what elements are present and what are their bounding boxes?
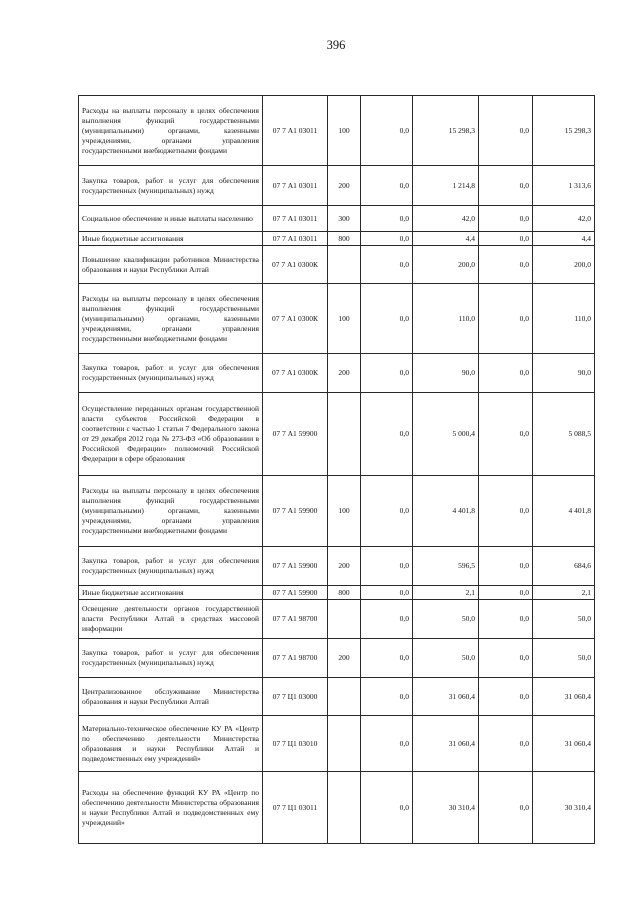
row-expense-type — [328, 716, 361, 772]
row-name: Расходы на выплаты персоналу в целях обеспечения выполнения функций государственными (муниципальными) органами, казенными учреждениями, органами управления государственными внебюджетными фондами — [79, 96, 263, 166]
row-name: Закупка товаров, работ и услуг для обеспечения государственных (муниципальных) нужд — [79, 166, 263, 206]
row-value-4: 50,0 — [533, 639, 595, 678]
page-number: 396 — [326, 38, 346, 52]
table-row — [79, 678, 595, 716]
row-target-code: 07 7 А1 0300К — [263, 284, 328, 354]
table-row — [79, 246, 595, 284]
row-target-code: 07 7 А1 59900 — [263, 586, 328, 600]
row-value-2: 30 310,4 — [413, 772, 479, 844]
row-expense-type: 800 — [328, 232, 361, 246]
table-row — [79, 476, 595, 547]
row-name: Иные бюджетные ассигнования — [79, 232, 263, 246]
row-expense-type: 200 — [328, 639, 361, 678]
table-row — [79, 639, 595, 678]
row-value-1: 0,0 — [361, 586, 413, 600]
row-value-3: 0,0 — [479, 547, 533, 586]
row-value-4: 1 313,6 — [533, 166, 595, 206]
row-name: Расходы на выплаты персоналу в целях обеспечения выполнения функций государственными (муниципальными) органами, казенными учреждениями, органами управления государственными внебюджетными фондами — [79, 476, 263, 547]
row-value-2: 50,0 — [413, 600, 479, 639]
row-value-4: 30 310,4 — [533, 772, 595, 844]
row-name: Расходы на выплаты персоналу в целях обеспечения выполнения функций государственными (муниципальными) органами, казенными учреждениями, органами управления государственными внебюджетными фондами — [79, 284, 263, 354]
row-value-3: 0,0 — [479, 354, 533, 393]
row-name: Социальное обеспечение и иные выплаты населению — [79, 206, 263, 232]
row-value-1: 0,0 — [361, 639, 413, 678]
row-value-2: 1 214,8 — [413, 166, 479, 206]
budget-table — [78, 95, 595, 844]
row-value-3: 0,0 — [479, 716, 533, 772]
row-value-1: 0,0 — [361, 476, 413, 547]
row-name: Закупка товаров, работ и услуг для обеспечения государственных (муниципальных) нужд — [79, 639, 263, 678]
row-value-4: 110,0 — [533, 284, 595, 354]
row-name: Осуществление переданных органам государственной власти субъектов Российской Федерации в соответствии с частью 1 статьи 7 Федерального закона от 29 декабря 2012 года № 273-ФЗ «Об образовании в Российской Федерации» полномочий Российской Федерации в сфере образования — [79, 393, 263, 476]
row-expense-type — [328, 393, 361, 476]
row-expense-type — [328, 246, 361, 284]
row-value-4: 90,0 — [533, 354, 595, 393]
row-value-4: 5 088,5 — [533, 393, 595, 476]
budget-table-body — [79, 96, 595, 844]
row-value-2: 5 000,4 — [413, 393, 479, 476]
row-value-4: 2,1 — [533, 586, 595, 600]
row-name: Закупка товаров, работ и услуг для обеспечения государственных (муниципальных) нужд — [79, 354, 263, 393]
row-value-3: 0,0 — [479, 96, 533, 166]
row-value-1: 0,0 — [361, 600, 413, 639]
table-row — [79, 772, 595, 844]
row-value-2: 50,0 — [413, 639, 479, 678]
row-value-3: 0,0 — [479, 393, 533, 476]
row-target-code: 07 7 А1 0300К — [263, 246, 328, 284]
table-row — [79, 393, 595, 476]
row-value-3: 0,0 — [479, 476, 533, 547]
row-target-code: 07 7 Ц1 03011 — [263, 772, 328, 844]
row-value-1: 0,0 — [361, 166, 413, 206]
row-name: Закупка товаров, работ и услуг для обеспечения государственных (муниципальных) нужд — [79, 547, 263, 586]
row-value-2: 200,0 — [413, 246, 479, 284]
row-value-3: 0,0 — [479, 600, 533, 639]
row-name: Иные бюджетные ассигнования — [79, 586, 263, 600]
table-row — [79, 547, 595, 586]
row-value-1: 0,0 — [361, 716, 413, 772]
row-value-1: 0,0 — [361, 96, 413, 166]
row-value-4: 15 298,3 — [533, 96, 595, 166]
row-target-code: 07 7 А1 03011 — [263, 166, 328, 206]
row-value-2: 4,4 — [413, 232, 479, 246]
row-expense-type: 800 — [328, 586, 361, 600]
row-value-3: 0,0 — [479, 206, 533, 232]
row-value-3: 0,0 — [479, 232, 533, 246]
row-value-1: 0,0 — [361, 393, 413, 476]
row-target-code: 07 7 А1 59900 — [263, 393, 328, 476]
table-row — [79, 600, 595, 639]
row-value-1: 0,0 — [361, 246, 413, 284]
row-expense-type — [328, 772, 361, 844]
row-value-4: 31 060,4 — [533, 716, 595, 772]
row-value-3: 0,0 — [479, 678, 533, 716]
row-value-3: 0,0 — [479, 772, 533, 844]
row-expense-type: 100 — [328, 476, 361, 547]
row-target-code: 07 7 А1 03011 — [263, 232, 328, 246]
row-target-code: 07 7 А1 98700 — [263, 639, 328, 678]
row-value-4: 31 060,4 — [533, 678, 595, 716]
row-value-2: 4 401,8 — [413, 476, 479, 547]
row-value-2: 42,0 — [413, 206, 479, 232]
row-name: Централизованное обслуживание Министерства образования и науки Республики Алтай — [79, 678, 263, 716]
row-value-2: 110,0 — [413, 284, 479, 354]
row-expense-type — [328, 678, 361, 716]
row-expense-type: 300 — [328, 206, 361, 232]
table-row — [79, 284, 595, 354]
row-value-2: 596,5 — [413, 547, 479, 586]
row-target-code: 07 7 Ц1 03010 — [263, 716, 328, 772]
row-value-1: 0,0 — [361, 354, 413, 393]
row-target-code: 07 7 А1 59900 — [263, 476, 328, 547]
table-row — [79, 96, 595, 166]
row-value-4: 4 401,8 — [533, 476, 595, 547]
row-value-3: 0,0 — [479, 246, 533, 284]
table-row — [79, 232, 595, 246]
row-value-1: 0,0 — [361, 206, 413, 232]
row-value-2: 15 298,3 — [413, 96, 479, 166]
row-target-code: 07 7 А1 98700 — [263, 600, 328, 639]
row-value-3: 0,0 — [479, 586, 533, 600]
row-name: Повышение квалификации работников Министерства образования и науки Республики Алтай — [79, 246, 263, 284]
row-value-4: 50,0 — [533, 600, 595, 639]
row-value-1: 0,0 — [361, 678, 413, 716]
table-row — [79, 206, 595, 232]
row-value-2: 31 060,4 — [413, 678, 479, 716]
row-name: Расходы на обеспечение функций КУ РА «Центр по обеспечению деятельности Министерства образования и науки Республики Алтай и подведомственных ему учреждений» — [79, 772, 263, 844]
row-value-4: 200,0 — [533, 246, 595, 284]
row-value-3: 0,0 — [479, 166, 533, 206]
row-expense-type: 100 — [328, 284, 361, 354]
row-name: Освещение деятельности органов государственной власти Республики Алтай в средствах массовой информации — [79, 600, 263, 639]
row-value-2: 90,0 — [413, 354, 479, 393]
row-value-3: 0,0 — [479, 639, 533, 678]
row-expense-type: 100 — [328, 96, 361, 166]
row-target-code: 07 7 А1 0300К — [263, 354, 328, 393]
table-row — [79, 354, 595, 393]
table-row — [79, 586, 595, 600]
row-target-code: 07 7 Ц1 03000 — [263, 678, 328, 716]
row-value-2: 2,1 — [413, 586, 479, 600]
row-value-4: 684,6 — [533, 547, 595, 586]
table-row — [79, 166, 595, 206]
row-expense-type: 200 — [328, 547, 361, 586]
row-value-2: 31 060,4 — [413, 716, 479, 772]
row-target-code: 07 7 А1 59900 — [263, 547, 328, 586]
row-expense-type: 200 — [328, 166, 361, 206]
table-row — [79, 716, 595, 772]
row-value-1: 0,0 — [361, 284, 413, 354]
row-name: Материально-техническое обеспечение КУ РА «Центр по обеспечению деятельности Министерства образования и науки Республики Алтай и подведомственных ему учреждений» — [79, 716, 263, 772]
row-value-1: 0,0 — [361, 232, 413, 246]
row-target-code: 07 7 А1 03011 — [263, 206, 328, 232]
row-target-code: 07 7 А1 03011 — [263, 96, 328, 166]
row-expense-type — [328, 600, 361, 639]
row-value-3: 0,0 — [479, 284, 533, 354]
row-expense-type: 200 — [328, 354, 361, 393]
row-value-1: 0,0 — [361, 547, 413, 586]
row-value-4: 4,4 — [533, 232, 595, 246]
row-value-1: 0,0 — [361, 772, 413, 844]
row-value-4: 42,0 — [533, 206, 595, 232]
